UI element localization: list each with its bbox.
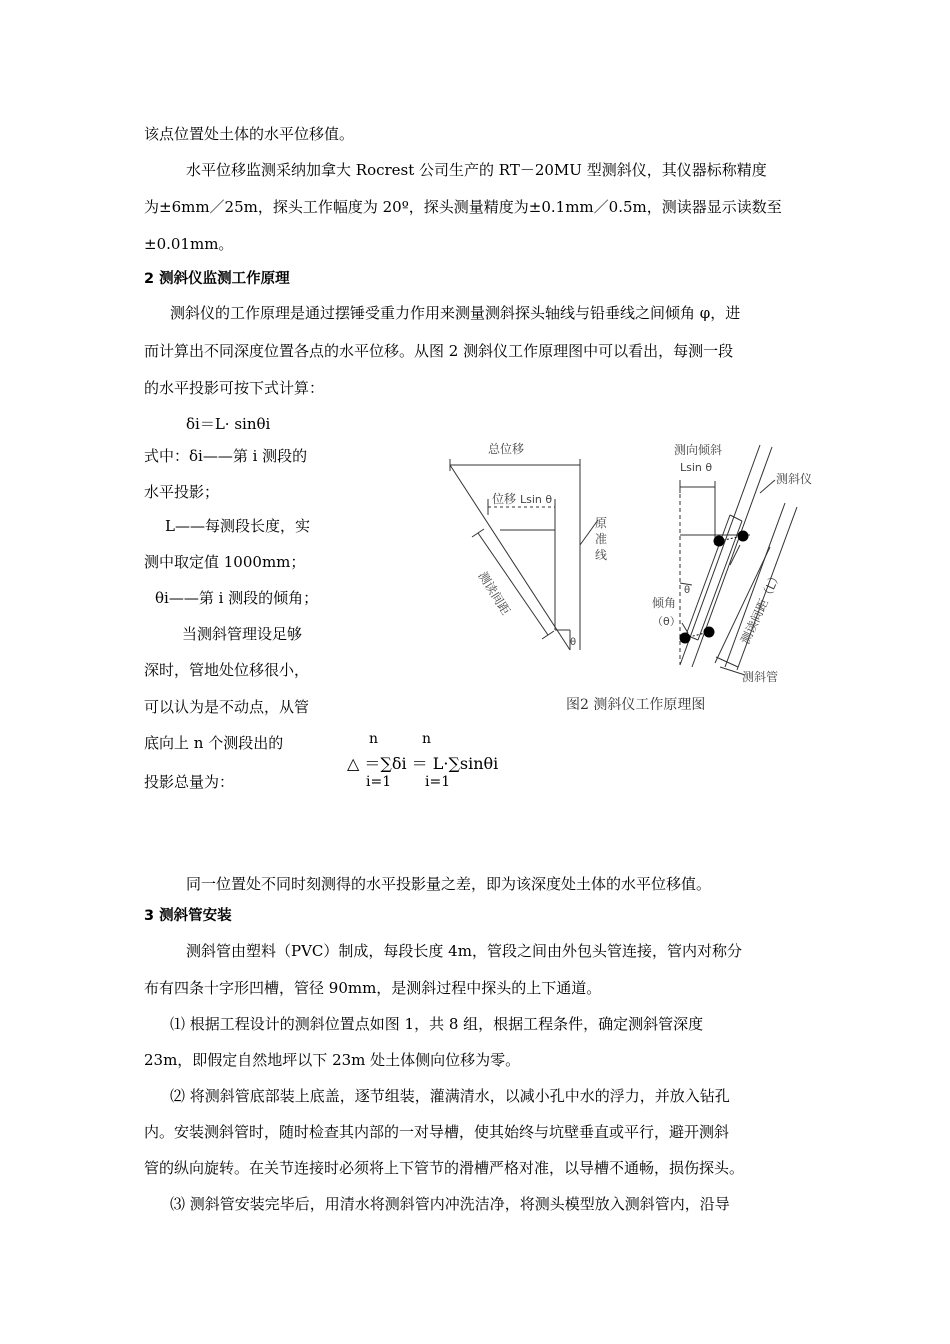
paragraph-line: 水平投影； <box>144 483 220 501</box>
section-heading: 2 测斜仪监测工作原理 <box>144 271 290 287</box>
paragraph-line: 深时，管地处位移很小， <box>144 661 310 679</box>
paragraph-line: ⑵ 将测斜管底部装上底盖，逐节组装，灌满清水，以减小孔中水的浮力，并放入钻孔 <box>170 1087 730 1105</box>
formula-sup-n: n <box>369 731 379 747</box>
paragraph-line: 测斜管由塑料（PVC）制成，每段长度 4m，管段之间由外包头管连接，管内对称分 <box>186 942 742 960</box>
label-theta-right: θ <box>684 585 691 596</box>
paragraph-line: ±0.01mm。 <box>144 235 234 253</box>
formula-sub-index: i=1 <box>425 774 451 790</box>
paragraph-line: 投影总量为： <box>144 773 235 791</box>
label-ref-line-1: 原 <box>595 516 608 530</box>
paragraph-line: 管的纵向旋转。在关节连接时必须将上下管节的滑槽严格对准，以导槽不通畅，损伤探头。 <box>144 1159 745 1177</box>
paragraph-line: 同一位置处不同时刻测得的水平投影量之差，即为该深度处土体的水平位移值。 <box>186 875 712 893</box>
paragraph-line: 23m，即假定自然地坪以下 23m 处土体侧向位移为零。 <box>144 1051 521 1069</box>
formula-line: δi＝L· sinθi <box>186 415 271 433</box>
paragraph-line: 底向上 n 个测段出的 <box>144 734 284 752</box>
inclinometer-principle-figure <box>430 435 840 705</box>
label-reading-spacing-l: 测读间距（L） <box>738 569 784 647</box>
paragraph-line: 的水平投影可按下式计算： <box>144 379 325 397</box>
paragraph-line: 该点位置处土体的水平位移值。 <box>144 125 355 143</box>
figure-caption: 图2 测斜仪工作原理图 <box>566 697 706 713</box>
label-lsin: Lsin θ <box>520 493 553 506</box>
label-total-displacement: 总位移 <box>488 442 525 456</box>
paragraph-line: L——每测段长度，实 <box>165 517 310 535</box>
paragraph-line: 内。安装测斜管时，随时检查其内部的一对导槽，使其始终与坑壁垂直或平行，避开测斜 <box>144 1123 730 1141</box>
paragraph-line: ⑴ 根据工程设计的测斜位置点如图 1，共 8 组，根据工程条件，确定测斜管深度 <box>170 1015 704 1033</box>
paragraph-line: 为±6mm／25m，探头工作幅度为 20º，探头测量精度为±0.1mm／0.5m，测读器显示读数至 <box>144 198 782 216</box>
paragraph-line: 可以认为是不动点，从管 <box>144 698 310 716</box>
label-reading-spacing: 测读间距 <box>475 569 513 618</box>
paragraph-line: 当测斜管理设足够 <box>182 625 303 643</box>
label-ref-line-3: 线 <box>595 548 608 562</box>
label-theta: θ <box>570 637 577 648</box>
label-lsin-right: Lsin θ <box>680 461 713 474</box>
label-pipe: 测斜管 <box>742 670 779 684</box>
label-ref-line-2: 准 <box>595 532 608 546</box>
formula-sup-n: n <box>422 731 432 747</box>
paragraph-line: ⑶ 测斜管安装完毕后，用清水将测斜管内冲洗洁净，将测头模型放入测斜管内，沿导 <box>170 1195 730 1213</box>
paragraph-line: θi——第 i 测段的倾角； <box>155 589 319 607</box>
label-tilt-angle: 倾角 <box>652 596 677 610</box>
label-direction-tilt: 测向倾斜 <box>674 443 723 457</box>
summation-formula: △ ＝∑δi ＝ L·∑sinθi <box>347 754 499 773</box>
paragraph-line: 布有四条十字形凹槽，管径 90mm，是测斜过程中探头的上下通道。 <box>144 979 602 997</box>
paragraph-line: 水平位移监测采纳加拿大 Rocrest 公司生产的 RT－20MU 型测斜仪，其仪器标称精度 <box>186 161 767 179</box>
label-displacement: 位移 <box>492 492 517 506</box>
formula-sub-index: i=1 <box>366 774 392 790</box>
section-heading: 3 测斜管安装 <box>144 908 232 924</box>
paragraph-line: 测中取定值 1000mm； <box>144 553 306 571</box>
paragraph-line: 测斜仪的工作原理是通过摆锤受重力作用来测量测斜探头轴线与铅垂线之间倾角 φ，进 <box>170 304 741 322</box>
paragraph-line: 式中：δi——第 i 测段的 <box>144 447 308 465</box>
paragraph-line: 而计算出不同深度位置各点的水平位移。从图 2 测斜仪工作原理图中可以看出，每测一段 <box>144 342 734 360</box>
label-inclinometer: 测斜仪 <box>776 472 813 486</box>
label-tilt-symbol: （θ） <box>652 615 681 628</box>
